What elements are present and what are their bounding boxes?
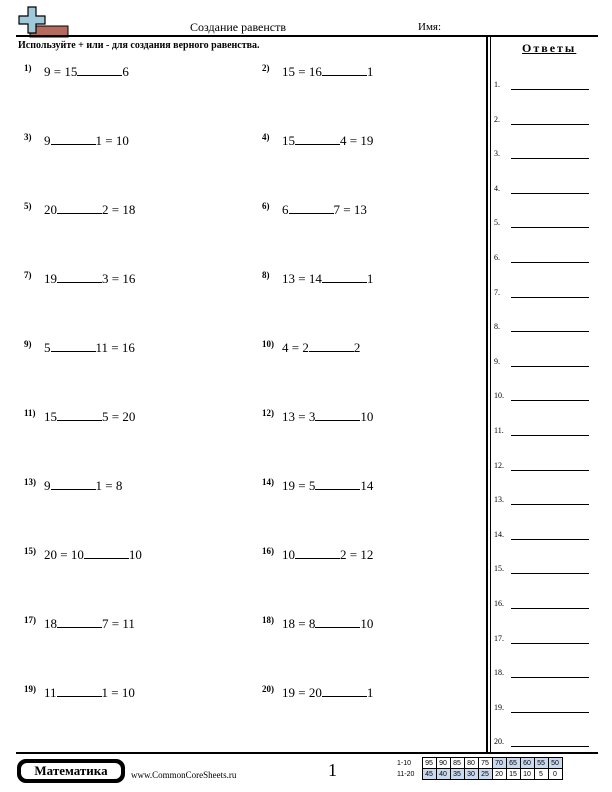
equation-left: 20 = 10 <box>44 547 84 562</box>
problem-number: 10) <box>262 339 274 349</box>
problem-equation <box>44 63 129 80</box>
answer-row <box>494 703 594 715</box>
score-cell: 20 <box>492 769 506 780</box>
answer-line[interactable] <box>511 331 589 332</box>
score-cell: 15 <box>506 769 520 780</box>
answer-number: 8. <box>494 322 500 332</box>
problem-equation <box>44 270 135 287</box>
problem-number: 18) <box>262 615 274 625</box>
problem-number: 17) <box>24 615 36 625</box>
answer-line[interactable] <box>511 504 589 505</box>
score-cell: 75 <box>478 758 492 769</box>
problem-equation <box>282 684 373 701</box>
answer-blank[interactable] <box>309 339 354 352</box>
problem-equation <box>44 132 129 149</box>
subject-badge-label: Математика <box>21 763 121 779</box>
answer-blank[interactable] <box>51 132 96 145</box>
answer-blank[interactable] <box>322 270 367 283</box>
score-range-label: 1-10 <box>397 759 412 767</box>
answer-line[interactable] <box>511 297 589 298</box>
answer-number: 1. <box>494 80 500 89</box>
problem-number: 20) <box>262 684 274 694</box>
website-link[interactable]: www.CommonCoreSheets.ru <box>131 770 237 780</box>
answer-blank[interactable] <box>295 546 340 559</box>
answer-number: 13. <box>494 495 504 505</box>
equation-left: 18 = 8 <box>282 616 316 631</box>
equation-left: 15 <box>44 409 57 424</box>
equation-right: 10 <box>360 616 374 631</box>
answer-column-divider-inner <box>490 35 491 753</box>
answer-row <box>494 668 594 680</box>
answer-line[interactable] <box>511 539 589 540</box>
answer-line[interactable] <box>511 643 589 644</box>
answer-line[interactable] <box>511 366 589 367</box>
equation-left: 6 <box>282 202 289 217</box>
equation-right: 1 <box>366 685 374 700</box>
answer-row <box>494 322 594 334</box>
score-cell: 30 <box>464 769 478 780</box>
instructions: Используйте + или - для создания верного равенства. <box>18 40 260 51</box>
answer-blank[interactable] <box>315 408 360 421</box>
answer-row <box>494 288 594 300</box>
problem-equation <box>44 546 142 563</box>
score-range-label: 11-20 <box>397 770 415 778</box>
equation-left: 9 <box>44 133 51 148</box>
problem-number: 2) <box>262 63 270 73</box>
answer-line[interactable] <box>511 470 589 471</box>
answer-number: 10. <box>494 391 504 401</box>
score-cell: 5 <box>534 769 548 780</box>
worksheet-title: Создание равенств <box>190 20 287 34</box>
answer-line[interactable] <box>511 400 589 401</box>
bottom-divider <box>16 752 598 754</box>
problem-number: 14) <box>262 477 274 487</box>
answer-row <box>494 737 594 749</box>
score-cell: 25 <box>478 769 492 780</box>
problem-number: 13) <box>24 477 36 487</box>
answer-row <box>494 115 594 127</box>
equation-right: 1 = 10 <box>95 133 129 148</box>
answer-row <box>494 564 594 576</box>
equation-right: 7 = 13 <box>333 202 367 217</box>
equation-left: 9 = 15 <box>44 64 78 79</box>
equation-right: 11 = 16 <box>95 340 135 355</box>
plus-minus-logo-icon <box>16 6 70 38</box>
answer-number: 20. <box>494 737 504 747</box>
score-cell: 85 <box>450 758 464 769</box>
equation-left: 19 = 5 <box>282 478 316 493</box>
answer-blank[interactable] <box>289 201 334 214</box>
score-cell: 40 <box>436 769 450 780</box>
answer-line[interactable] <box>511 677 589 678</box>
answer-row <box>494 391 594 403</box>
answer-blank[interactable] <box>57 270 102 283</box>
equation-right: 7 = 11 <box>102 616 135 631</box>
answer-row <box>494 80 594 92</box>
problem-equation <box>44 615 135 632</box>
score-cell: 80 <box>464 758 478 769</box>
answer-line[interactable] <box>511 712 589 713</box>
equation-left: 10 <box>282 547 295 562</box>
equation-right: 10 <box>128 547 142 562</box>
score-cell: 45 <box>422 769 436 780</box>
answer-line[interactable] <box>511 89 589 90</box>
equation-right: 14 <box>360 478 374 493</box>
problem-equation <box>282 132 373 149</box>
equation-right: 2 = 18 <box>102 202 136 217</box>
answer-number: 12. <box>494 460 504 470</box>
answer-line[interactable] <box>511 193 589 194</box>
score-cell: 70 <box>492 758 506 769</box>
problem-equation <box>282 546 373 563</box>
score-cell: 10 <box>520 769 534 780</box>
problem-number: 7) <box>24 270 32 280</box>
problem-number: 3) <box>24 132 32 142</box>
answer-line[interactable] <box>511 746 589 747</box>
answer-number: 11. <box>494 426 504 435</box>
score-table <box>396 757 563 780</box>
score-cell: 35 <box>450 769 464 780</box>
name-label: Имя: <box>418 21 442 33</box>
answer-row <box>494 634 594 646</box>
answer-number: 4. <box>494 183 500 193</box>
answer-column-divider <box>486 35 488 753</box>
answer-blank[interactable] <box>51 339 96 352</box>
score-cell: 95 <box>422 758 436 769</box>
problem-equation <box>44 477 122 494</box>
answer-line[interactable] <box>511 158 589 159</box>
answer-blank[interactable] <box>57 408 102 421</box>
answer-blank[interactable] <box>315 477 360 490</box>
problem-number: 6) <box>262 201 270 211</box>
score-cell: 55 <box>534 758 548 769</box>
answer-row <box>494 218 594 230</box>
equation-right: 1 = 10 <box>101 685 135 700</box>
score-cell: 65 <box>506 758 520 769</box>
answer-blank[interactable] <box>57 201 102 214</box>
problem-number: 19) <box>24 684 36 694</box>
score-cell: 60 <box>520 758 534 769</box>
answer-number: 17. <box>494 633 504 643</box>
problem-equation <box>44 408 135 425</box>
answer-blank[interactable] <box>57 615 102 628</box>
problem-equation <box>282 339 360 356</box>
problem-number: 9) <box>24 339 32 349</box>
equation-left: 19 = 20 <box>282 685 322 700</box>
problem-number: 16) <box>262 546 274 556</box>
problem-equation <box>282 477 373 494</box>
answer-row <box>494 461 594 473</box>
answer-line[interactable] <box>511 608 589 609</box>
answer-line[interactable] <box>511 124 589 125</box>
answer-blank[interactable] <box>315 615 360 628</box>
answer-blank[interactable] <box>77 63 122 76</box>
answer-blank[interactable] <box>57 684 102 697</box>
answer-blank[interactable] <box>295 132 340 145</box>
problem-number: 1) <box>24 63 32 73</box>
problem-equation <box>44 339 135 356</box>
problem-number: 8) <box>262 270 270 280</box>
equation-right: 2 <box>353 340 361 355</box>
answer-number: 5. <box>494 218 500 228</box>
problem-number: 12) <box>262 408 274 418</box>
equation-right: 10 <box>360 409 374 424</box>
answer-number: 18. <box>494 668 504 678</box>
equation-right: 1 <box>366 271 374 286</box>
score-cell: 0 <box>548 769 562 780</box>
equation-left: 11 <box>44 685 57 700</box>
problem-equation <box>282 201 367 218</box>
answer-row <box>494 495 594 507</box>
top-divider <box>16 35 598 37</box>
problem-number: 5) <box>24 201 32 211</box>
equation-left: 15 <box>282 133 295 148</box>
equation-left: 15 = 16 <box>282 64 322 79</box>
score-cell: 90 <box>436 758 450 769</box>
answer-number: 9. <box>494 356 500 366</box>
equation-right: 3 = 16 <box>102 271 136 286</box>
equation-left: 5 <box>44 340 51 355</box>
equation-left: 18 <box>44 616 57 631</box>
subject-badge <box>17 759 125 783</box>
problem-equation <box>44 684 135 701</box>
answer-number: 14. <box>494 529 504 539</box>
answer-row <box>494 357 594 369</box>
equation-right: 5 = 20 <box>102 409 136 424</box>
answer-number: 7. <box>494 287 500 297</box>
problem-number: 15) <box>24 546 36 556</box>
answer-number: 2. <box>494 114 500 124</box>
score-cell: 50 <box>548 758 562 769</box>
problem-number: 4) <box>262 132 270 142</box>
equation-right: 2 = 12 <box>340 547 374 562</box>
equation-right: 1 <box>366 64 374 79</box>
answer-number: 16. <box>494 599 504 608</box>
answers-title: Ответы <box>522 41 577 55</box>
answer-number: 6. <box>494 253 500 262</box>
problem-equation <box>282 615 373 632</box>
equation-left: 9 <box>44 478 51 493</box>
equation-left: 4 = 2 <box>282 340 309 355</box>
equation-right: 4 = 19 <box>340 133 374 148</box>
answer-number: 3. <box>494 149 500 159</box>
problem-number: 11) <box>24 408 36 418</box>
answer-blank[interactable] <box>322 684 367 697</box>
score-row <box>396 758 562 769</box>
page-number: 1 <box>328 760 337 780</box>
equation-right: 1 = 8 <box>95 478 123 493</box>
equation-left: 13 = 3 <box>282 409 316 424</box>
answer-blank[interactable] <box>51 477 96 490</box>
answer-row <box>494 599 594 611</box>
equation-right: 6 <box>122 64 129 79</box>
problem-equation <box>282 408 373 425</box>
answer-number: 19. <box>494 702 504 712</box>
answer-line[interactable] <box>511 227 589 228</box>
equation-left: 13 = 14 <box>282 271 322 286</box>
answer-line[interactable] <box>511 435 589 436</box>
answer-row <box>494 426 594 438</box>
equation-left: 20 <box>44 202 57 217</box>
answer-blank[interactable] <box>84 546 129 559</box>
answer-row <box>494 253 594 265</box>
answer-number: 15. <box>494 564 504 574</box>
answer-line[interactable] <box>511 262 589 263</box>
answer-line[interactable] <box>511 573 589 574</box>
answer-row <box>494 149 594 161</box>
problem-equation <box>44 201 135 218</box>
answer-blank[interactable] <box>322 63 367 76</box>
answer-row <box>494 530 594 542</box>
equation-left: 19 <box>44 271 57 286</box>
answer-row <box>494 184 594 196</box>
problem-equation <box>282 270 373 287</box>
score-row <box>396 769 562 780</box>
problem-equation <box>282 63 373 80</box>
